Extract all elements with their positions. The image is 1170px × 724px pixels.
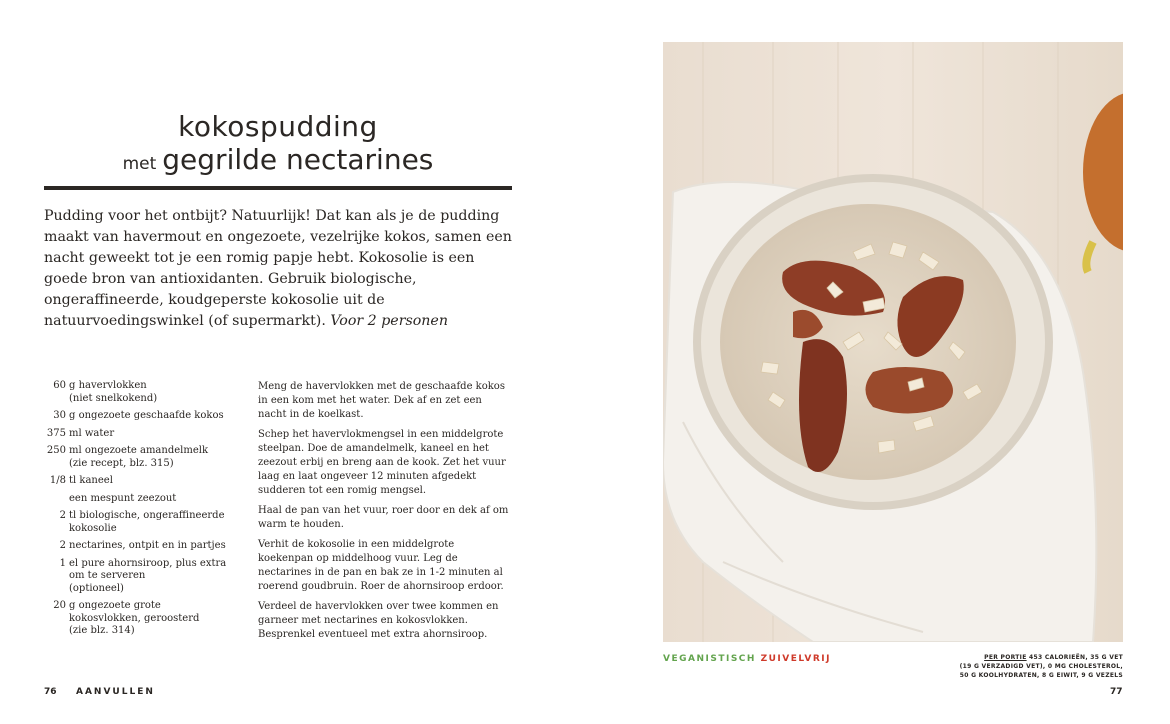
ingredient-unit: el	[69, 557, 79, 569]
intro-text: Pudding voor het ontbijt? Natuurlijk! Dat kan als je de pudding maakt van havermout en ongezoete, vezelrijke kokos, samen een nacht geweekt tot je een romig papje hebt. Kokosolie is een goede bron van antioxidanten. Gebruik biologische, ongeraffineerde, koudgeperste kokosolie uit de natuurvoedingswinkel (of supermarkt).	[44, 208, 512, 329]
recipe-photo	[663, 42, 1123, 642]
ingredient-qty: 250	[46, 445, 66, 456]
ingredient-item	[44, 540, 234, 553]
nutrition-line1: 453 CALORIEËN, 35 G VET	[1029, 654, 1123, 661]
tag-vegan: VEGANISTISCH	[663, 654, 756, 664]
ingredient-note: (zie recept, blz. 315)	[69, 457, 174, 469]
method-step: Schep het havervlokmengsel in een middelgrote steelpan. Doe de amandelmelk, kaneel en het zeezout erbij en breng aan de kook. Zet het vuur laag en laat ongeveer 12 minuten afgedekt sudderen tot een romig mengsel.	[258, 429, 506, 496]
ingredient-qty: 375	[46, 427, 66, 439]
ingredient-unit: ml	[69, 427, 82, 439]
title-rule	[44, 186, 512, 190]
method-step: Haal de pan van het vuur, roer door en dek af om warm te houden.	[258, 505, 509, 530]
ingredient-text: ongezoete grote kokosvlokken, geroosterd	[69, 600, 200, 624]
porridge-bowl-image	[663, 42, 1123, 642]
page-number-left: 76	[44, 687, 57, 697]
ingredient-qty: 2	[59, 510, 66, 521]
ingredient-unit: ml	[69, 445, 82, 456]
ingredient-note: (optioneel)	[69, 582, 124, 594]
recipe-title-line1: kokospudding	[178, 110, 378, 143]
ingredient-qty: 1/8	[49, 475, 66, 486]
ingredient-unit: tl	[69, 475, 77, 486]
servings: Voor 2 personen	[330, 313, 448, 329]
method-step: Meng de havervlokken met de geschaafde kokos in een kom met het water. Dek af en zet een nacht in de koelkast.	[258, 381, 505, 420]
ingredient-qty: 2	[59, 540, 66, 551]
ingredient-note: (niet snelkokend)	[69, 392, 158, 404]
ingredient-item	[44, 493, 234, 506]
ingredient-item	[44, 475, 234, 488]
diet-tags	[663, 654, 831, 664]
nutrition-line3: 50 G KOOLHYDRATEN, 8 G EIWIT, 9 G VEZELS	[959, 672, 1123, 679]
title-main: gegrilde nectarines	[162, 143, 434, 176]
recipe-title-line2	[44, 143, 512, 176]
ingredient-text: biologische, ongeraffineerde kokosolie	[69, 510, 225, 534]
ingredient-item	[44, 410, 234, 423]
method-steps	[258, 380, 510, 648]
ingredient-list	[44, 380, 234, 643]
section-title: AANVULLEN	[76, 687, 155, 697]
ingredient-text: pure ahornsiroop, plus extra om te serveren	[69, 557, 227, 581]
ingredient-unit: g	[69, 600, 76, 611]
ingredient-text: een mespunt zeezout	[69, 492, 177, 504]
ingredient-item	[44, 558, 234, 596]
ingredient-unit: g	[69, 380, 76, 391]
ingredient-text: ongezoete geschaafde kokos	[78, 410, 224, 421]
title-prefix: met	[122, 154, 157, 174]
recipe-intro	[44, 206, 516, 332]
ingredient-qty: 20	[53, 600, 66, 611]
ingredient-item	[44, 600, 234, 638]
ingredient-item	[44, 445, 234, 470]
ingredient-unit: tl	[69, 510, 77, 521]
ingredient-note: (zie blz. 314)	[69, 625, 135, 636]
ingredient-text: water	[84, 427, 115, 439]
method-step: Verdeel de havervlokken over twee kommen en garneer met nectarines en kokosvlokken. Besprenkel eventueel met extra ahornsiroop.	[258, 601, 499, 640]
ingredient-unit: g	[69, 410, 76, 421]
ingredient-text: kaneel	[79, 475, 113, 486]
ingredient-text: nectarines, ontpit en in partjes	[69, 540, 226, 551]
ingredient-text: ongezoete amandelmelk	[84, 445, 208, 456]
ingredient-item	[44, 510, 234, 535]
nutrition-info	[930, 653, 1123, 680]
ingredient-item	[44, 428, 234, 441]
ingredient-item	[44, 380, 234, 405]
method-step: Verhit de kokosolie in een middelgrote koekenpan op middelhoog vuur. Leg de nectarines in de pan en bak ze in 1-2 minuten al roerend goudbruin. Roer de ahornsiroop erdoor.	[258, 539, 504, 592]
ingredient-qty	[44, 493, 69, 506]
page-number-right: 77	[1110, 687, 1123, 697]
nutrition-line2: (19 G VERZADIGD VET), 0 MG CHOLESTEROL,	[959, 663, 1123, 670]
tag-dairy-free: ZUIVELVRIJ	[760, 654, 831, 664]
nutrition-label: PER PORTIE	[984, 654, 1027, 661]
ingredient-qty: 30	[53, 410, 66, 421]
ingredient-text: havervlokken	[78, 380, 147, 391]
ingredient-qty: 60	[53, 380, 66, 391]
ingredient-qty: 1	[59, 557, 66, 569]
